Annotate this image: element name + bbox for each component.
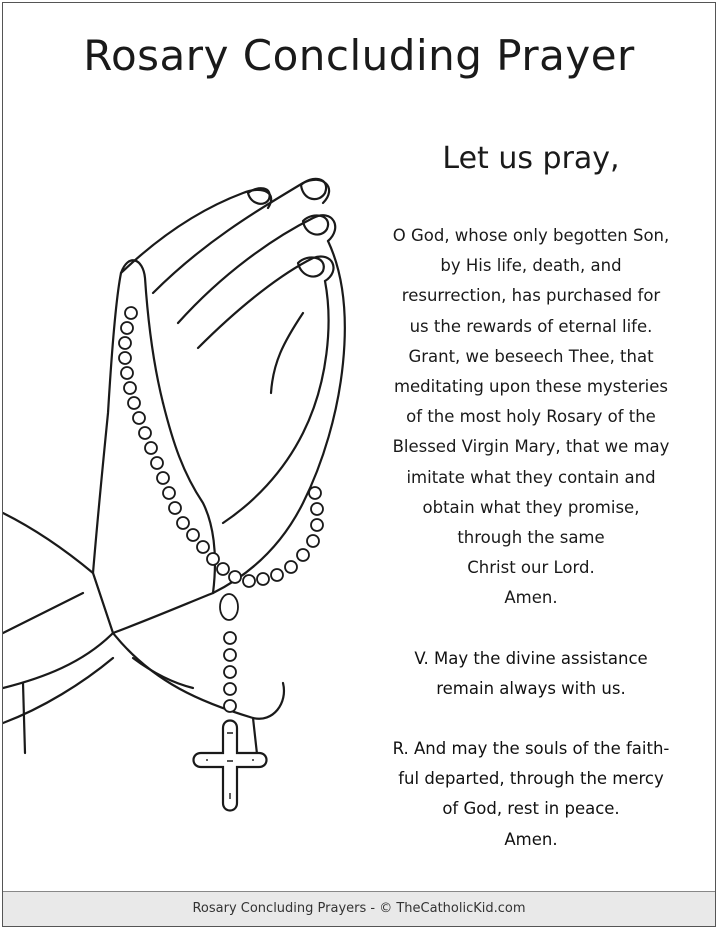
praying-hands-with-rosary-icon	[3, 163, 363, 823]
prayer-line: us the rewards of eternal life.	[409, 316, 653, 336]
prayer-line: obtain what they promise,	[422, 497, 640, 517]
prayer-line: through the same	[457, 528, 605, 548]
prayer-line: resurrection, has purchased for	[401, 286, 661, 306]
prayer-line: of the most holy Rosary of the	[406, 407, 656, 427]
page-title: Rosary Concluding Prayer	[83, 31, 635, 80]
response-line: ful departed, through the mercy	[398, 769, 664, 789]
section-heading: Let us pray,	[442, 141, 620, 176]
prayer-line: imitate what they contain and	[406, 467, 656, 487]
prayer-line: by His life, death, and	[440, 256, 622, 276]
prayer-line: Grant, we beseech Thee, that	[408, 346, 654, 366]
versicle-text	[361, 644, 701, 704]
versicle-line: V. May the divine assistance	[414, 649, 648, 668]
prayer-line: meditating upon these mysteries	[393, 377, 669, 397]
response-text	[361, 734, 701, 855]
response-line: of God, rest in peace.	[442, 799, 620, 819]
prayer-line: O God, whose only begotten Son,	[392, 226, 670, 245]
footer-credit: Rosary Concluding Prayers - © TheCatholicKid.com	[3, 891, 715, 926]
versicle-line: remain always with us.	[436, 679, 626, 699]
prayer-text	[361, 221, 701, 614]
prayer-line: Christ our Lord.	[467, 558, 595, 578]
prayer-line: Amen.	[504, 588, 558, 608]
prayer-line: Blessed Virgin Mary, that we may	[392, 437, 670, 457]
coloring-page	[2, 2, 716, 927]
response-line: Amen.	[504, 829, 558, 849]
response-line: R. And may the souls of the faith-	[392, 739, 670, 758]
